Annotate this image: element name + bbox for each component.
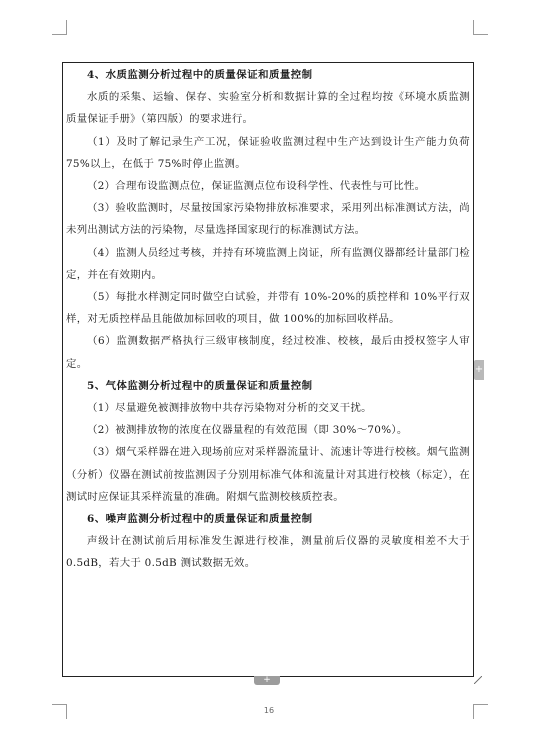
body-paragraph: （1）及时了解记录生产工况，保证验收监测过程中生产达到设计生产能力负荷 75%以上，在低于 75%时停止监测。 — [66, 135, 470, 170]
body-paragraph: （2）被测排放物的浓度在仪器量程的有效范围（即 30%～70%）。 — [87, 424, 408, 437]
section-heading: 6、噪声监测分析过程中的质量保证和质量控制 — [87, 513, 313, 526]
expand-right-handle[interactable]: + — [474, 360, 484, 380]
section-heading: 5、气体监测分析过程中的质量保证和质量控制 — [87, 379, 313, 392]
body-paragraph: （3）烟气采样器在进入现场前应对采样器流量计、流速计等进行校核。烟气监测（分析）仪器在测试前按监测因子分别用标准气体和流量计对其进行校核（标定），在测试时应保证其采样流量的准确。附烟气监测校核质控表。 — [66, 446, 470, 503]
body-paragraph: （6）监测数据严格执行三级审核制度，经过校准、校核，最后由授权签字人审定。 — [66, 335, 470, 370]
body-paragraph: 水质的采集、运输、保存、实验室分析和数据计算的全过程均按《环境水质监测质量保证手册》（第四版）的要求进行。 — [66, 91, 470, 126]
body-paragraph: （1）尽量避免被测排放物中共存污染物对分析的交叉干扰。 — [87, 402, 372, 415]
body-paragraph: （2）合理布设监测点位，保证监测点位布设科学性、代表性与可比性。 — [87, 180, 426, 193]
document-body — [66, 64, 470, 575]
page-number: 16 — [263, 706, 275, 715]
expand-bottom-handle[interactable]: + — [254, 676, 280, 685]
body-paragraph: 声级计在测试前后用标准发生源进行校准，测量前后仪器的灵敏度相差不大于 0.5dB，若大于 0.5dB 测试数据无效。 — [66, 535, 470, 570]
section-heading: 4、水质监测分析过程中的质量保证和质量控制 — [87, 69, 313, 81]
body-paragraph: （5）每批水样测定同时做空白试验，并带有 10%-20%的质控样和 10%平行双样，对无质控样品且能做加标回收的项目，做 100%的加标回收样品。 — [66, 291, 470, 326]
resize-grip-icon[interactable] — [474, 676, 482, 684]
crop-mark-top-left — [52, 20, 67, 35]
body-paragraph: （3）验收监测时，尽量按国家污染物排放标准要求，采用列出标准测试方法，尚未列出测试方法的污染物，尽量选择国家现行的标准测试方法。 — [66, 202, 470, 237]
crop-mark-top-right — [473, 20, 488, 35]
body-paragraph: （4）监测人员经过考核，并持有环境监测上岗证，所有监测仪器都经计量部门检定，并在有效期内。 — [66, 246, 470, 281]
